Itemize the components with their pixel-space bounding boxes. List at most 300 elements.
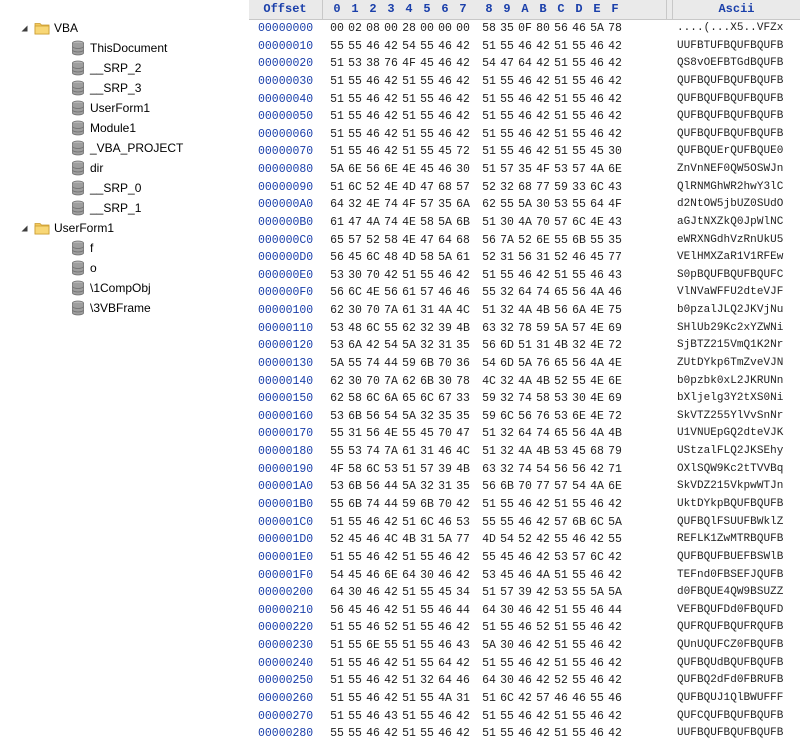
hex-byte[interactable]: 42 <box>608 57 622 71</box>
hex-byte[interactable]: 55 <box>572 727 586 741</box>
hex-byte[interactable]: 55 <box>572 568 586 582</box>
hex-byte[interactable]: 46 <box>518 603 532 617</box>
hex-byte[interactable]: 42 <box>608 39 622 53</box>
hex-byte[interactable]: 65 <box>330 233 344 247</box>
hex-byte[interactable]: 55 <box>500 621 514 635</box>
hex-byte[interactable]: 46 <box>590 639 604 653</box>
hex-byte[interactable]: 55 <box>482 286 496 300</box>
hex-byte[interactable]: 42 <box>518 691 532 705</box>
hex-byte[interactable]: 55 <box>500 656 514 670</box>
hex-byte[interactable]: 6E <box>608 163 622 177</box>
hex-byte[interactable]: 57 <box>554 480 568 494</box>
hex-byte[interactable]: 55 <box>590 691 604 705</box>
hex-byte[interactable]: 70 <box>536 215 550 229</box>
hex-byte[interactable]: 70 <box>438 427 452 441</box>
hex-byte[interactable]: 77 <box>536 180 550 194</box>
row-ascii[interactable]: VlNVaWFFU2dteVJF <box>677 286 784 299</box>
hex-byte[interactable]: 74 <box>366 356 380 370</box>
hex-byte[interactable]: 55 <box>420 127 434 141</box>
hex-byte[interactable]: 46 <box>590 39 604 53</box>
hex-byte[interactable]: 5A <box>590 22 604 35</box>
hex-byte[interactable]: 45 <box>348 603 362 617</box>
hex-byte[interactable]: 4D <box>402 180 416 194</box>
row-ascii[interactable]: TEFnd0FBSEFJQUFB <box>677 568 784 581</box>
hex-byte[interactable]: 6C <box>420 515 434 529</box>
hex-byte[interactable]: 46 <box>518 127 532 141</box>
hex-byte[interactable]: 42 <box>536 498 550 511</box>
hex-byte[interactable]: 51 <box>482 268 496 282</box>
hex-byte[interactable]: 31 <box>438 339 452 353</box>
hex-byte[interactable]: 46 <box>518 656 532 670</box>
hex-byte[interactable]: 4A <box>536 568 550 582</box>
hex-byte[interactable]: 46 <box>438 127 452 141</box>
hex-byte[interactable]: 4E <box>384 427 398 441</box>
hex-byte[interactable]: 65 <box>402 392 416 406</box>
tree-stream-srp-2[interactable] <box>70 58 141 78</box>
row-ascii[interactable]: UktDYkpBQUFBQUFB <box>677 498 784 510</box>
hex-byte[interactable]: 63 <box>482 462 496 476</box>
hex-row[interactable] <box>249 584 800 602</box>
hex-byte[interactable]: 42 <box>590 533 604 547</box>
hex-byte[interactable]: 44 <box>608 603 622 617</box>
hex-byte[interactable]: 51 <box>554 145 568 159</box>
hex-byte[interactable]: 78 <box>518 321 532 335</box>
hex-byte[interactable]: 42 <box>456 550 470 564</box>
tree-stream-o[interactable] <box>70 258 97 278</box>
hex-byte[interactable]: 55 <box>608 533 622 547</box>
hex-byte[interactable]: 31 <box>420 445 434 459</box>
hex-row[interactable] <box>249 161 800 179</box>
hex-row[interactable] <box>249 55 800 73</box>
tree-folder-userform1[interactable] <box>19 218 114 238</box>
hex-byte[interactable]: 55 <box>500 145 514 159</box>
hex-byte[interactable]: 68 <box>456 233 470 247</box>
hex-byte[interactable]: 42 <box>384 727 398 741</box>
hex-byte[interactable]: 55 <box>500 198 514 212</box>
hex-byte[interactable]: 7A <box>384 374 398 388</box>
hex-byte[interactable]: 45 <box>348 533 362 547</box>
hex-byte[interactable]: 56 <box>554 304 568 318</box>
hex-byte[interactable]: 42 <box>456 656 470 670</box>
hex-byte[interactable]: 64 <box>518 57 532 71</box>
row-ascii[interactable]: ....(...X5..VFZx <box>677 22 784 34</box>
hex-byte[interactable]: 4E <box>590 374 604 388</box>
hex-byte[interactable]: 57 <box>500 163 514 177</box>
hex-byte[interactable]: 32 <box>348 198 362 212</box>
hex-byte[interactable]: 6C <box>420 392 434 406</box>
hex-byte[interactable]: 6D <box>500 356 514 370</box>
row-ascii[interactable]: VElHMXZaR1V1RFEw <box>677 251 784 264</box>
hex-byte[interactable]: 44 <box>384 480 398 494</box>
hex-byte[interactable]: 6E <box>608 374 622 388</box>
hex-byte[interactable]: 42 <box>536 127 550 141</box>
row-ascii[interactable]: d2NtOW5jbUZ0SUdO <box>677 198 784 211</box>
hex-row[interactable] <box>249 461 800 479</box>
hex-byte[interactable]: 42 <box>456 727 470 741</box>
hex-byte[interactable]: 53 <box>554 392 568 406</box>
hex-byte[interactable]: 55 <box>572 621 586 635</box>
hex-byte[interactable]: 4A <box>518 374 532 388</box>
hex-byte[interactable]: 55 <box>420 656 434 670</box>
hex-byte[interactable]: 51 <box>482 304 496 318</box>
hex-byte[interactable]: 31 <box>536 251 550 265</box>
hex-row[interactable] <box>249 637 800 655</box>
hex-byte[interactable]: 55 <box>384 321 398 335</box>
hex-byte[interactable]: 53 <box>554 409 568 423</box>
hex-byte[interactable]: 46 <box>590 727 604 741</box>
hex-byte[interactable]: 6E <box>384 163 398 177</box>
hex-byte[interactable]: 74 <box>518 392 532 406</box>
hex-byte[interactable]: 55 <box>500 110 514 124</box>
hex-byte[interactable]: 55 <box>348 145 362 159</box>
hex-byte[interactable]: 31 <box>420 533 434 547</box>
hex-row[interactable] <box>249 73 800 91</box>
hex-byte[interactable]: 74 <box>536 286 550 300</box>
hex-byte[interactable]: 4A <box>438 691 452 705</box>
hex-byte[interactable]: 42 <box>536 586 550 600</box>
hex-byte[interactable]: 51 <box>554 268 568 282</box>
hex-byte[interactable]: 55 <box>572 374 586 388</box>
hex-byte[interactable]: 53 <box>482 568 496 582</box>
hex-byte[interactable]: 64 <box>330 586 344 600</box>
hex-byte[interactable]: 46 <box>366 709 380 723</box>
tree-stream-vba-project[interactable] <box>70 138 183 158</box>
row-ascii[interactable]: aGJtNXZkQ0JpWlNC <box>677 215 784 228</box>
hex-byte[interactable]: 30 <box>348 268 362 282</box>
hex-byte[interactable]: 65 <box>554 356 568 370</box>
hex-byte[interactable]: 70 <box>366 374 380 388</box>
hex-byte[interactable]: 52 <box>482 251 496 265</box>
hex-byte[interactable]: 00 <box>330 22 344 35</box>
hex-byte[interactable]: 56 <box>330 603 344 617</box>
hex-byte[interactable]: 56 <box>572 427 586 441</box>
hex-byte[interactable]: 55 <box>420 550 434 564</box>
hex-byte[interactable]: 51 <box>554 656 568 670</box>
hex-byte[interactable]: 42 <box>456 268 470 282</box>
hex-byte[interactable]: 4F <box>536 163 550 177</box>
hex-byte[interactable]: 55 <box>420 709 434 723</box>
hex-byte[interactable]: 42 <box>384 656 398 670</box>
hex-byte[interactable]: 59 <box>482 392 496 406</box>
hex-byte[interactable]: 56 <box>572 462 586 476</box>
hex-byte[interactable]: 46 <box>518 145 532 159</box>
hex-byte[interactable]: 30 <box>438 374 452 388</box>
hex-byte[interactable]: 57 <box>420 198 434 212</box>
hex-byte[interactable]: 35 <box>456 480 470 494</box>
hex-row[interactable] <box>249 126 800 144</box>
hex-byte[interactable]: 72 <box>456 145 470 159</box>
hex-byte[interactable]: 08 <box>366 22 380 35</box>
hex-byte[interactable]: 51 <box>330 515 344 529</box>
hex-byte[interactable]: 30 <box>420 568 434 582</box>
hex-byte[interactable]: 53 <box>330 480 344 494</box>
hex-byte[interactable]: 55 <box>572 268 586 282</box>
hex-byte[interactable]: 53 <box>456 515 470 529</box>
hex-byte[interactable]: 42 <box>608 92 622 106</box>
hex-byte[interactable]: 61 <box>456 251 470 265</box>
hex-row[interactable] <box>249 179 800 197</box>
hex-byte[interactable]: 51 <box>402 74 416 88</box>
hex-byte[interactable]: 46 <box>366 39 380 53</box>
hex-byte[interactable]: 55 <box>500 268 514 282</box>
hex-byte[interactable]: 55 <box>348 691 362 705</box>
hex-byte[interactable]: 64 <box>402 568 416 582</box>
hex-byte[interactable]: 42 <box>456 621 470 635</box>
hex-byte[interactable]: 51 <box>402 727 416 741</box>
hex-byte[interactable]: 47 <box>420 233 434 247</box>
hex-byte[interactable]: 46 <box>366 515 380 529</box>
hex-byte[interactable]: 5A <box>482 639 496 653</box>
hex-byte[interactable]: 46 <box>456 286 470 300</box>
hex-byte[interactable]: 54 <box>402 39 416 53</box>
hex-byte[interactable]: 6A <box>384 392 398 406</box>
hex-byte[interactable]: 57 <box>456 180 470 194</box>
hex-byte[interactable]: 51 <box>402 639 416 653</box>
row-ascii[interactable]: ZnVnNEF0QW5OSWJn <box>677 163 784 176</box>
hex-byte[interactable]: 55 <box>420 639 434 653</box>
hex-byte[interactable]: 6C <box>348 286 362 300</box>
hex-byte[interactable]: 43 <box>456 639 470 653</box>
hex-byte[interactable]: 4E <box>402 215 416 229</box>
hex-byte[interactable]: 52 <box>482 180 496 194</box>
hex-byte[interactable]: 51 <box>482 691 496 705</box>
hex-byte[interactable]: 62 <box>330 374 344 388</box>
hex-byte[interactable]: 42 <box>384 515 398 529</box>
hex-row[interactable] <box>249 425 800 443</box>
hex-row[interactable] <box>249 567 800 585</box>
hex-byte[interactable]: 64 <box>482 603 496 617</box>
hex-byte[interactable]: 55 <box>330 427 344 441</box>
hex-byte[interactable]: 51 <box>330 92 344 106</box>
hex-byte[interactable]: 56 <box>572 356 586 370</box>
hex-byte[interactable]: 65 <box>554 286 568 300</box>
hex-byte[interactable]: 69 <box>608 321 622 335</box>
hex-byte[interactable]: 65 <box>554 427 568 441</box>
hex-byte[interactable]: 51 <box>554 127 568 141</box>
hex-byte[interactable]: 42 <box>536 639 550 653</box>
hex-byte[interactable]: 4E <box>402 233 416 247</box>
hex-byte[interactable]: 72 <box>608 409 622 423</box>
hex-byte[interactable]: 42 <box>536 57 550 71</box>
hex-byte[interactable]: 30 <box>348 586 362 600</box>
hex-byte[interactable]: 55 <box>348 127 362 141</box>
hex-row[interactable] <box>249 284 800 302</box>
hex-byte[interactable]: 46 <box>590 568 604 582</box>
hex-byte[interactable]: 46 <box>572 251 586 265</box>
hex-byte[interactable]: 6A <box>348 339 362 353</box>
hex-byte[interactable]: 45 <box>500 568 514 582</box>
hex-byte[interactable]: 4E <box>590 392 604 406</box>
hex-byte[interactable]: 57 <box>348 233 362 247</box>
hex-byte[interactable]: 51 <box>402 515 416 529</box>
hex-byte[interactable]: 51 <box>482 39 496 53</box>
hex-byte[interactable]: 55 <box>348 515 362 529</box>
hex-byte[interactable]: 51 <box>554 621 568 635</box>
hex-byte[interactable]: 46 <box>456 674 470 688</box>
hex-row[interactable] <box>249 478 800 496</box>
hex-byte[interactable]: 51 <box>554 74 568 88</box>
hex-byte[interactable]: 46 <box>590 621 604 635</box>
row-ascii[interactable]: d0FBQUE4QW9BSUZZ <box>677 586 784 599</box>
hex-byte[interactable]: 4E <box>590 215 604 229</box>
hex-byte[interactable]: 46 <box>438 709 452 723</box>
hex-byte[interactable]: 42 <box>536 656 550 670</box>
hex-byte[interactable]: 5A <box>608 515 622 529</box>
hex-byte[interactable]: 6D <box>500 339 514 353</box>
row-ascii[interactable]: QUFBQUErQUFBQUE0 <box>677 145 784 158</box>
hex-byte[interactable]: 31 <box>456 691 470 705</box>
hex-byte[interactable]: 45 <box>590 145 604 159</box>
hex-byte[interactable]: 51 <box>330 674 344 688</box>
hex-byte[interactable]: 42 <box>384 674 398 688</box>
hex-byte[interactable]: 68 <box>590 445 604 459</box>
hex-byte[interactable]: 42 <box>536 515 550 529</box>
hex-byte[interactable]: 51 <box>330 639 344 653</box>
hex-byte[interactable]: 4A <box>438 304 452 318</box>
hex-row[interactable] <box>249 249 800 267</box>
hex-byte[interactable]: 58 <box>482 22 496 35</box>
hex-byte[interactable]: 42 <box>608 621 622 635</box>
hex-byte[interactable]: 46 <box>590 110 604 124</box>
row-ascii[interactable]: bXljelg3Y2tXS0Ni <box>677 392 784 405</box>
hex-byte[interactable]: 42 <box>608 550 622 564</box>
hex-byte[interactable]: 6C <box>590 180 604 194</box>
hex-byte[interactable]: 55 <box>572 639 586 653</box>
row-ascii[interactable]: QUFBQUdBQUFBQUFB <box>677 656 784 669</box>
hex-byte[interactable]: 7A <box>384 304 398 318</box>
hex-byte[interactable]: 51 <box>402 656 416 670</box>
hex-byte[interactable]: 46 <box>438 550 452 564</box>
hex-byte[interactable]: 55 <box>572 586 586 600</box>
hex-byte[interactable]: 55 <box>590 233 604 247</box>
hex-row[interactable] <box>249 108 800 126</box>
hex-byte[interactable]: 51 <box>330 550 344 564</box>
hex-byte[interactable]: 6B <box>500 480 514 494</box>
hex-byte[interactable]: 51 <box>518 339 532 353</box>
hex-byte[interactable]: 55 <box>554 233 568 247</box>
row-ascii[interactable]: b0pzalJLQ2JKVjNu <box>677 304 784 317</box>
hex-byte[interactable]: 00 <box>456 22 470 35</box>
hex-byte[interactable]: 31 <box>348 427 362 441</box>
hex-byte[interactable]: 55 <box>572 709 586 723</box>
hex-byte[interactable]: 64 <box>590 198 604 212</box>
hex-byte[interactable]: 42 <box>456 92 470 106</box>
hex-byte[interactable]: 51 <box>402 691 416 705</box>
hex-byte[interactable]: 46 <box>590 709 604 723</box>
hex-byte[interactable]: 56 <box>554 22 568 35</box>
hex-byte[interactable]: 55 <box>572 110 586 124</box>
hex-byte[interactable]: 32 <box>572 339 586 353</box>
expand-toggle-icon[interactable] <box>19 23 30 34</box>
hex-byte[interactable]: 4E <box>590 304 604 318</box>
hex-byte[interactable]: 46 <box>518 498 532 511</box>
hex-byte[interactable]: 51 <box>402 674 416 688</box>
hex-byte[interactable]: 52 <box>554 251 568 265</box>
hex-byte[interactable]: 42 <box>536 674 550 688</box>
hex-byte[interactable]: 6B <box>572 515 586 529</box>
hex-byte[interactable]: 54 <box>500 533 514 547</box>
hex-byte[interactable]: 56 <box>366 409 380 423</box>
hex-byte[interactable]: 64 <box>518 427 532 441</box>
hex-byte[interactable]: 35 <box>438 198 452 212</box>
hex-byte[interactable]: 76 <box>536 356 550 370</box>
hex-byte[interactable]: 6B <box>348 480 362 494</box>
hex-byte[interactable]: 55 <box>420 268 434 282</box>
hex-row[interactable] <box>249 38 800 56</box>
row-ascii[interactable]: UUFBTUFBQUFBQUFB <box>677 39 784 52</box>
hex-byte[interactable]: 80 <box>536 22 550 35</box>
hex-byte[interactable]: 55 <box>572 656 586 670</box>
hex-byte[interactable]: 6E <box>384 568 398 582</box>
hex-byte[interactable]: 5A <box>402 339 416 353</box>
hex-byte[interactable]: 30 <box>536 198 550 212</box>
hex-byte[interactable]: 32 <box>420 339 434 353</box>
hex-row[interactable] <box>249 655 800 673</box>
row-ascii[interactable]: QS8vOEFBTGdBQUFB <box>677 57 784 70</box>
hex-byte[interactable]: 6B <box>348 409 362 423</box>
row-ascii[interactable]: UUFBQUFBQUFBQUFB <box>677 727 784 740</box>
hex-byte[interactable]: 46 <box>438 621 452 635</box>
hex-byte[interactable]: 55 <box>348 656 362 670</box>
hex-byte[interactable]: 46 <box>438 57 452 71</box>
hex-byte[interactable]: 46 <box>518 621 532 635</box>
hex-byte[interactable]: 6B <box>420 374 434 388</box>
hex-byte[interactable]: 74 <box>518 462 532 476</box>
hex-byte[interactable]: 45 <box>348 568 362 582</box>
hex-byte[interactable]: 46 <box>572 533 586 547</box>
hex-byte[interactable]: 51 <box>402 709 416 723</box>
hex-byte[interactable]: 54 <box>482 356 496 370</box>
hex-byte[interactable]: 51 <box>330 110 344 124</box>
hex-byte[interactable]: 45 <box>348 251 362 265</box>
hex-byte[interactable]: 70 <box>438 356 452 370</box>
row-ascii[interactable]: QUFCQUFBQUFBQUFB <box>677 709 784 722</box>
hex-byte[interactable]: 32 <box>500 304 514 318</box>
tree-stream-f[interactable] <box>70 238 93 258</box>
hex-byte[interactable]: 5A <box>608 586 622 600</box>
hex-byte[interactable]: 64 <box>438 674 452 688</box>
hex-byte[interactable]: 6C <box>590 550 604 564</box>
hex-byte[interactable]: 59 <box>536 321 550 335</box>
hex-byte[interactable]: 44 <box>384 356 398 370</box>
hex-row[interactable] <box>249 672 800 690</box>
hex-byte[interactable]: 32 <box>420 321 434 335</box>
hex-byte[interactable]: 4B <box>456 462 470 476</box>
hex-row[interactable] <box>249 390 800 408</box>
hex-byte[interactable]: 57 <box>420 462 434 476</box>
hex-byte[interactable]: 70 <box>438 498 452 511</box>
hex-byte[interactable]: 51 <box>554 92 568 106</box>
hex-byte[interactable]: 39 <box>438 321 452 335</box>
hex-byte[interactable]: 5A <box>438 215 452 229</box>
hex-byte[interactable]: 6C <box>366 392 380 406</box>
hex-byte[interactable]: 55 <box>420 39 434 53</box>
hex-byte[interactable]: 55 <box>420 145 434 159</box>
hex-byte[interactable]: 43 <box>608 180 622 194</box>
hex-byte[interactable]: 45 <box>572 445 586 459</box>
hex-byte[interactable]: 46 <box>438 568 452 582</box>
hex-byte[interactable]: 30 <box>572 392 586 406</box>
hex-byte[interactable]: 4B <box>456 321 470 335</box>
row-ascii[interactable]: OXlSQW9Kc2tTVVBq <box>677 462 784 475</box>
hex-byte[interactable]: 51 <box>554 110 568 124</box>
hex-byte[interactable]: 43 <box>608 268 622 282</box>
hex-byte[interactable]: 35 <box>500 22 514 35</box>
hex-byte[interactable]: 4C <box>384 533 398 547</box>
hex-byte[interactable]: 52 <box>384 621 398 635</box>
hex-byte[interactable]: 46 <box>518 639 532 653</box>
hex-byte[interactable]: 33 <box>456 392 470 406</box>
